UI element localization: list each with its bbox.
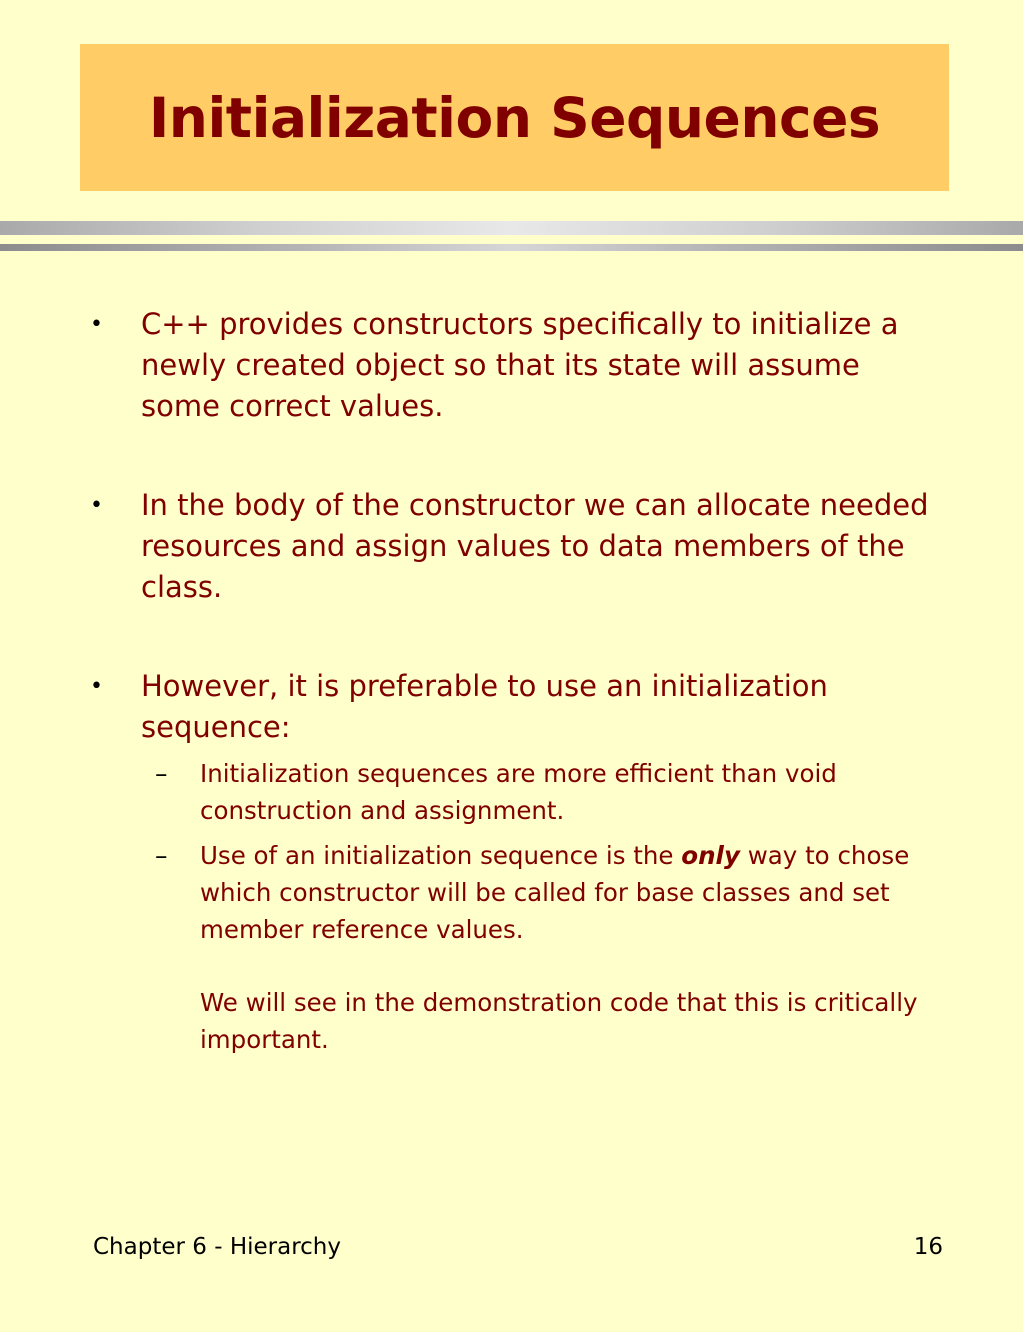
bullet-marker: • <box>90 312 103 337</box>
sub-bullet-text-after: way to chose which constructor will be called for base classes and set member reference values. <box>200 841 910 944</box>
divider-bar-bottom <box>0 244 1023 251</box>
sub-bullet-text <box>200 837 920 948</box>
bullet-text: In the body of the constructor we can allocate needed resources and assign values to data members of the class. <box>141 488 929 604</box>
bullet-text: C++ provides constructors specifically to initialize a newly created object so that its state will assume some correct values. <box>141 307 899 423</box>
emphasis-only: only <box>681 841 740 870</box>
sub-bullet-marker: – <box>155 841 168 870</box>
bullet-marker: • <box>90 493 103 518</box>
sub-bullet-text-before: Use of an initialization sequence is the <box>200 841 682 870</box>
sub-bullet-marker: – <box>155 759 168 788</box>
title-banner <box>80 44 949 191</box>
footer-chapter: Chapter 6 - Hierarchy <box>93 1234 341 1260</box>
slide-title: Initialization Sequences <box>148 85 881 150</box>
divider-bar-top <box>0 221 1023 235</box>
footer-page-number: 16 <box>913 1234 943 1260</box>
sub-bullet-text: Initialization sequences are more efficient than void construction and assignment. <box>200 759 837 825</box>
bullet-marker: • <box>90 674 103 699</box>
note-text: We will see in the demonstration code that this is critically important. <box>200 988 918 1054</box>
bullet-text: However, it is preferable to use an initialization sequence: <box>141 669 828 744</box>
